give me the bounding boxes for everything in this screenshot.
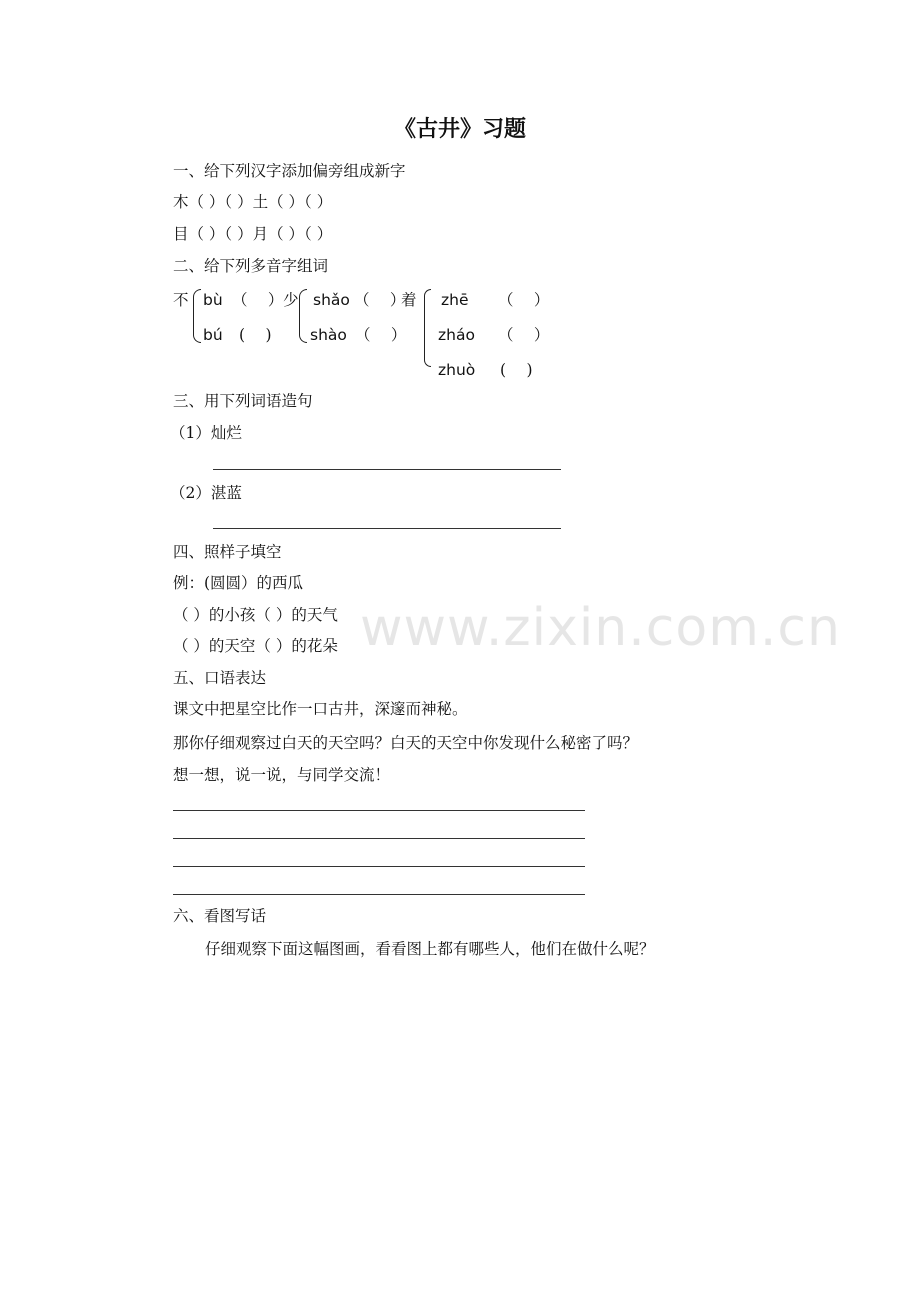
brace-zhe [424, 289, 431, 367]
blank-zhuo-4: ( ) [500, 361, 533, 379]
answer-line-5[interactable] [173, 866, 585, 867]
answer-line-4[interactable] [173, 838, 585, 839]
blank-zhe-1: （ ） [498, 291, 550, 309]
watermark: www.zixin.com.cn [360, 598, 841, 658]
section-4-example: 例：(圆圆）的西瓜 [173, 574, 304, 592]
section-4-row-1: （ ）的小孩（ ）的天气 [173, 606, 338, 624]
pinyin-shao-4: shào [310, 326, 347, 344]
polyphone-char-bu: 不 [173, 291, 189, 309]
section-5-paragraph-2: 那你仔细观察过白天的天空吗？白天的天空中你发现什么秘密了吗？ [173, 734, 639, 752]
answer-line-6[interactable] [173, 894, 585, 895]
blank-bu-4: （ ） [232, 291, 284, 309]
blank-bu-2: ( ) [239, 326, 272, 344]
section-5-paragraph-1: 课文中把星空比作一口古井，深邃而神秘。 [173, 700, 468, 718]
pinyin-zhe-1: zhē [441, 291, 469, 309]
answer-line-3[interactable] [173, 810, 585, 811]
section-5-paragraph-3: 想一想，说一说，与同学交流！ [173, 766, 391, 784]
answer-line-1[interactable] [213, 469, 561, 470]
pinyin-shao-3: shǎo [313, 291, 350, 309]
pinyin-bu-4: bù [203, 291, 223, 309]
section-4-row-2: （ ）的天空（ ）的花朵 [173, 637, 338, 655]
pinyin-bu-2: bú [203, 326, 223, 344]
pinyin-zhuo-4: zhuò [438, 361, 476, 379]
answer-line-2[interactable] [213, 528, 561, 529]
page-title: 《古井》习题 [393, 116, 526, 142]
section-5-heading: 五、口语表达 [173, 669, 267, 687]
blank-zhao-2: （ ） [498, 326, 550, 344]
section-3-item-1: （1）灿烂 [170, 424, 242, 442]
blank-shao-4: （ ） [355, 326, 407, 344]
section-1-heading: 一、给下列汉字添加偏旁组成新字 [173, 162, 406, 180]
section-3-heading: 三、用下列词语造句 [173, 392, 313, 410]
pinyin-zhao-2: zháo [438, 326, 475, 344]
section-1-row-2: 目（ ）（ ）月（ ）（ ） [173, 225, 333, 243]
section-1-row-1: 木（ ）（ ）土（ ）（ ） [173, 193, 333, 211]
brace-bu [193, 289, 201, 343]
section-2-heading: 二、给下列多音字组词 [173, 257, 329, 275]
brace-shao [299, 289, 307, 343]
blank-shao-3: （ ） [354, 291, 406, 309]
polyphone-char-shao: 少 [283, 291, 299, 309]
section-6-paragraph-1: 仔细观察下面这幅图画，看看图上都有哪些人，他们在做什么呢？ [205, 940, 655, 958]
section-6-heading: 六、看图写话 [173, 907, 267, 925]
section-3-item-2: （2）湛蓝 [170, 484, 242, 502]
section-4-heading: 四、照样子填空 [173, 543, 282, 561]
polyphone-char-zhe: 着 [401, 291, 417, 309]
